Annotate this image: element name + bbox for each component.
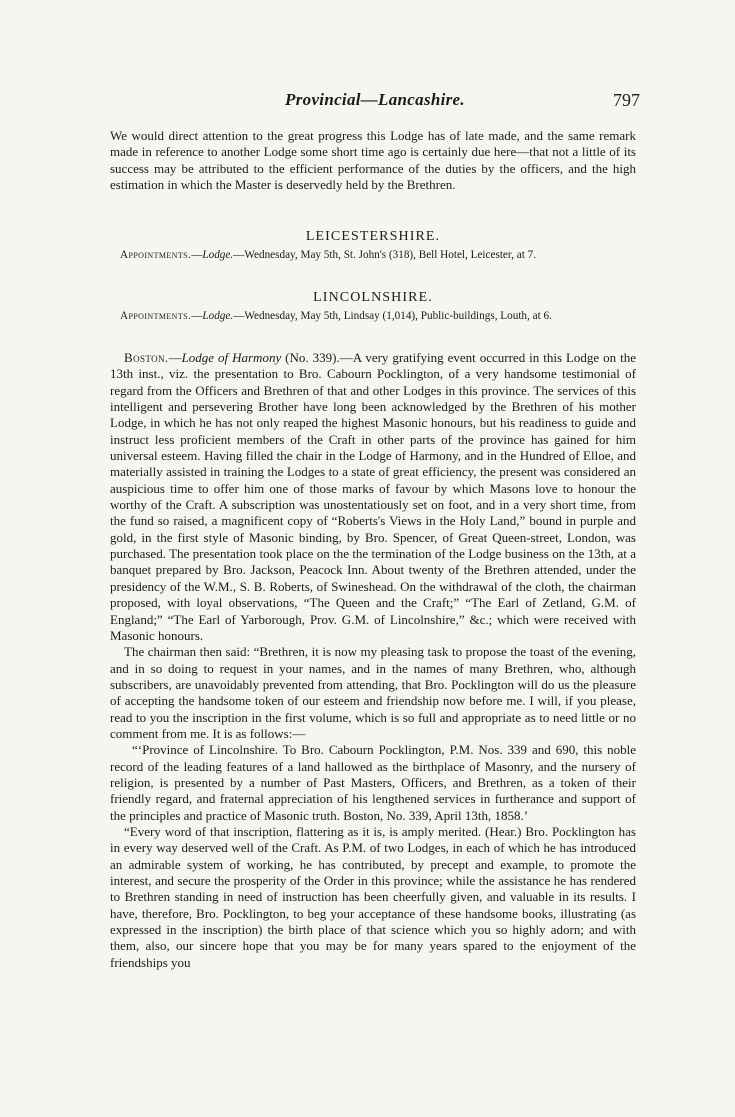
chairman-paragraph: The chairman then said: “Brethren, it is now my pleasing task to propose the toast of the evening, and in so doing to request in your names, and in the names of many Brethren, who, although subscribers, are unavoidably prevented from attending, that Bro. Pocklington will do us the pleasure of accepting the handsome token of our esteem and friendship now before me. I will, if you please, read to you the inscription in the first volume, which is so full and appropriate as to need little or no comment from me. It is as follows:— <box>110 644 636 741</box>
article-body <box>110 350 636 971</box>
appointments-text: —Wednesday, May 5th, St. John's (318), Bell Hotel, Leicester, at 7. <box>233 249 537 261</box>
appointments-lincolnshire <box>110 309 636 323</box>
appointments-label: Appointments. <box>120 310 192 322</box>
intro-paragraph: We would direct attention to the great progress this Lodge has of late made, and the same remark made in reference to another Lodge some short time ago is certainly due here—that not a little of its success may be attributed to the efficient performance of the duties by the officers, and the high estimation in which the Master is deservedly held by the Brethren. <box>110 128 636 193</box>
appointments-text: —Wednesday, May 5th, Lindsay (1,014), Public-buildings, Louth, at 6. <box>233 310 552 322</box>
lodge-label: Lodge. <box>202 249 234 261</box>
appointments-label: Appointments. <box>120 249 192 261</box>
lodge-name: Lodge of Harmony <box>181 350 282 365</box>
final-paragraph: “Every word of that inscription, flattering as it is, is amply merited. (Hear.) Bro. Pocklington has in every way deserved well of the Craft. As P.M. of two Lodges, in each of which he has introduced an admirable system of working, he has contributed, by precept and example, to promote the interest, and secure the prosperity of the Order in this province; while the assistance he has rendered to Brethren standing in need of instruction has been cheerfully given, and valuable in its results. I have, therefore, Bro. Pocklington, to beg your acceptance of these handsome books, illustrating (as expressed in the inscription) the birth place of that science which you so highly adorn; and with them, also, our sincere hope that you may be for many years spared to the enjoyment of the friendships you <box>110 823 636 970</box>
lodge-label: Lodge. <box>202 310 234 322</box>
boston-text: (No. 339).—A very gratifying event occurred in this Lodge on the 13th inst., viz. the presentation to Bro. Cabourn Pocklington, of a very handsome testimonial of regard from the Officers and Brethren of that and other Lodges in this province. The services of this intelligent and persevering Brother have long been acknowledged by the Brethren of his mother Lodge, in which he has not only reaped the highest Masonic honours, but his readiness to guide and instruct less proficient members of the Craft in other parts of the province has gained for him universal esteem. Having filled the chair in the Lodge of Harmony, and in the Hundred of Elloe, and materially assisted in training the Lodges to a state of great efficiency, the present was considered an auspicious time to offer him one of those marks of favour by which Masons love to honour the worthy of the Craft. A subscription was unostentatiously set on foot, and in a very short time, from the fund so raised, a magnificent copy of “Roberts's Views in the Holy Land,” bound in purple and gold, in the first style of Masonic binding, by Bro. Spencer, of Great Queen-street, London, was purchased. The presentation took place on the the termination of the Lodge business on the 13th, at a banquet prepared by Bro. Jackson, Peacock Inn. About twenty of the Brethren attended, under the presidency of the W.M., S. B. Roberts, of Swineshead. On the withdrawal of the cloth, the chairman proposed, with loyal observations, “The Queen and the Craft;” “The Earl of Zetland, G.M. of England;” “The Earl of Yarborough, Prov. G.M. of Lincolnshire,” &c.; which were received with Masonic honours. <box>110 350 637 643</box>
section-heading-leicestershire: LEICESTERSHIRE. <box>305 229 441 244</box>
place-dash: — <box>168 350 182 365</box>
inscription-paragraph: “‘Province of Lincolnshire. To Bro. Cabourn Pocklington, P.M. Nos. 339 and 690, this noble record of the leading features of a land hallowed as the birthplace of Masonry, and the nursery of religion, is presented by a number of Past Masters, Officers, and Brethren, as a token of their friendly regard, and fraternal appreciation of his lengthened services in furtherance and support of the principles and practice of Masonic truth. Boston, No. 339, April 13th, 1858.’ <box>110 742 636 823</box>
page-number: 797 <box>613 90 640 110</box>
page-header <box>110 90 640 112</box>
boston-paragraph <box>110 350 636 644</box>
appointments-dash: — <box>191 249 203 261</box>
appointments-dash: — <box>191 310 203 322</box>
place-name: Boston. <box>124 350 169 365</box>
section-heading-lincolnshire: LINCOLNSHIRE. <box>313 290 433 305</box>
running-title: Provincial—Lancashire. <box>285 90 465 109</box>
appointments-leicestershire <box>110 248 636 262</box>
